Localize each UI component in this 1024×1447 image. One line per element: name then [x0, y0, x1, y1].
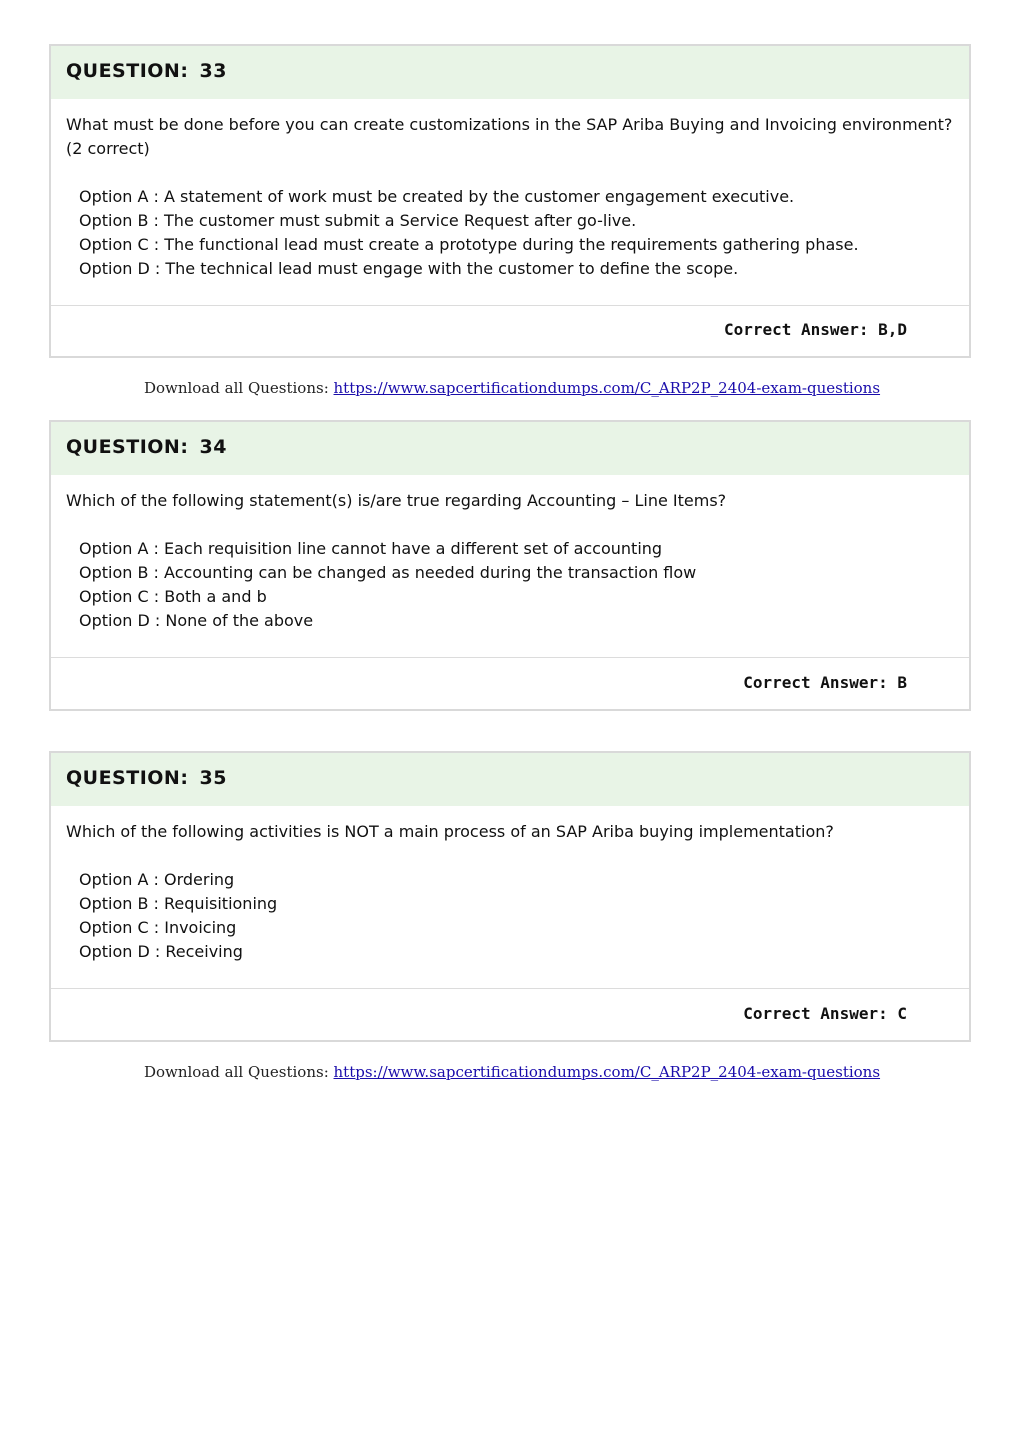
question-text: What must be done before you can create customizations in the SAP Ariba Buying and Invoicing environment? (2 correct) [66, 115, 953, 158]
correct-answer: Correct Answer: B [743, 673, 907, 692]
option-b: Option B : The customer must submit a Service Request after go-live. [79, 211, 637, 230]
option-b: Option B : Accounting can be changed as needed during the transaction flow [79, 563, 697, 582]
question-header: QUESTION: 33 [51, 46, 969, 99]
download-label: Download all Questions: [143, 379, 334, 397]
answer-divider [51, 657, 969, 658]
answer-divider [51, 305, 969, 306]
question-card-33 [49, 44, 971, 358]
question-header: QUESTION: 35 [51, 753, 969, 806]
option-c: Option C : The functional lead must create a prototype during the requirements gathering phase. [79, 235, 859, 254]
correct-answer: Correct Answer: B,D [723, 320, 907, 339]
option-d: Option D : Receiving [79, 942, 243, 961]
question-card-34 [49, 420, 971, 711]
option-c: Option C : Invoicing [79, 918, 237, 937]
question-text: Which of the following statement(s) is/are true regarding Accounting – Line Items? [66, 491, 727, 510]
options-list [79, 537, 954, 633]
download-link[interactable]: https://www.sapcertificationdumps.com/C_ARP2P_2404-exam-questions [333, 379, 881, 397]
download-line [0, 379, 1024, 397]
question-card-35 [49, 751, 971, 1042]
option-b: Option B : Requisitioning [79, 894, 278, 913]
option-d: Option D : None of the above [79, 611, 314, 630]
question-text: Which of the following activities is NOT a main process of an SAP Ariba buying implementation? [66, 822, 834, 841]
correct-answer: Correct Answer: C [743, 1004, 907, 1023]
options-list [79, 868, 954, 964]
option-c: Option C : Both a and b [79, 587, 267, 606]
option-d: Option D : The technical lead must engage with the customer to define the scope. [79, 259, 739, 278]
option-a: Option A : A statement of work must be created by the customer engagement executive. [79, 187, 795, 206]
question-body [51, 475, 969, 633]
question-body [51, 806, 969, 964]
option-a: Option A : Ordering [79, 870, 235, 889]
question-header: QUESTION: 34 [51, 422, 969, 475]
download-link[interactable]: https://www.sapcertificationdumps.com/C_ARP2P_2404-exam-questions [333, 1063, 881, 1081]
options-list [79, 185, 954, 281]
download-line [0, 1063, 1024, 1081]
answer-divider [51, 988, 969, 989]
question-body [51, 99, 969, 281]
download-label: Download all Questions: [143, 1063, 334, 1081]
option-a: Option A : Each requisition line cannot have a different set of accounting [79, 539, 663, 558]
